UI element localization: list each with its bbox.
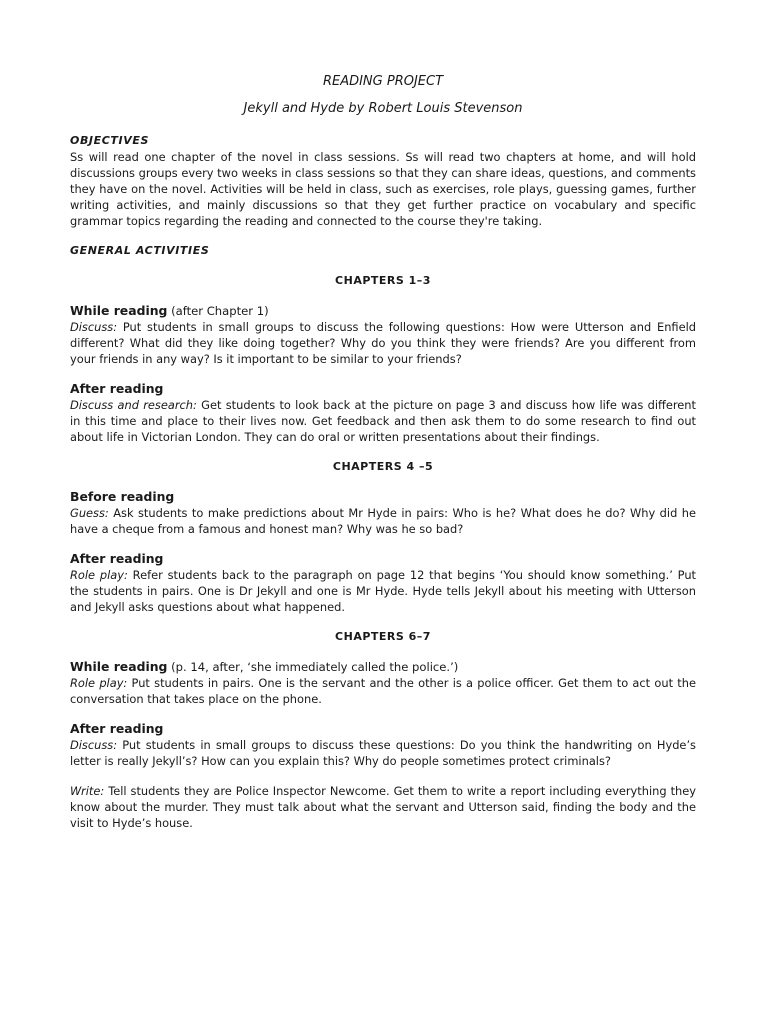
activity-label: Discuss: [70,738,118,752]
activity-text [70,397,696,445]
activity-heading [70,489,696,505]
activity-label: Role play: [70,568,128,582]
activity-description: Refer students back to the paragraph on page 12 that begins ‘You should know something.’ Put the students in pairs. One is Dr Jekyll and one is Mr Hyde. Hyde tells Jekyll about his meeting with Utterson and Jekyll asks questions about what happened. [70,568,696,614]
general-activities-heading: GENERAL ACTIVITIES [70,244,210,257]
objectives-text: Ss will read one chapter of the novel in class sessions. Ss will read two chapters at home, and will hold discussions groups every two weeks in class sessions so that they can share ideas, questions, and comments they have on the novel. Activities will be held in class, such as exercises, role plays, guessing games, further writing activities, and mainly discussions so that they get further practice on vocabulary and specific grammar topics regarding the reading and connected to the course they're taking. [70,150,696,228]
activity-description: Get students to look back at the picture on page 3 and discuss how life was different in this time and place to their lives now. Get feedback and then ask them to do some research to find out about life in Victorian London. They can do oral or written presentations about their findings. [70,398,696,444]
activity-label: Discuss and research: [70,398,197,412]
activity-text [70,567,696,615]
activity-stage: While reading [70,303,168,318]
activity-heading [70,303,696,319]
chapter-heading: CHAPTERS 1–3 [335,274,431,287]
activity-label: Guess: [70,506,109,520]
activity-stage: While reading [70,659,168,674]
activity-heading [70,551,696,567]
activity-block [70,381,696,445]
activity-label: Role play: [70,676,128,690]
document-subtitle: Jekyll and Hyde by Robert Louis Stevenson [243,101,523,116]
write-activity-text [70,783,696,831]
activity-description: Put students in pairs. One is the servant and the other is a police officer. Get them to act out the conversation that takes place on the phone. [70,676,696,706]
activity-block [70,489,696,537]
activity-description: Put students in small groups to discuss these questions: Do you think the handwriting on Hyde’s letter is really Jekyll’s? How can you explain this? Why do people sometimes protect criminals? [70,738,696,768]
objectives-heading: OBJECTIVES [70,134,149,147]
activity-heading [70,721,696,737]
activity-description: Ask students to make predictions about Mr Hyde in pairs: Who is he? What does he do? Why did he have a cheque from a famous and honest man? Why was he so bad? [70,506,696,536]
chapter-heading: CHAPTERS 4 –5 [332,460,434,473]
activity-text [70,675,696,707]
activity-stage: After reading [70,721,164,736]
document-body [70,74,696,831]
activity-label: Write: [70,784,105,798]
chapter-heading: CHAPTERS 6–7 [335,630,431,643]
activity-stage: After reading [70,551,164,566]
activity-block [70,659,696,707]
activity-description: Tell students they are Police Inspector Newcome. Get them to write a report including everything they know about the murder. They must talk about what the servant and Utterson said, finding the body and the visit to Hyde’s house. [70,784,696,830]
activity-text [70,737,696,769]
activity-block [70,551,696,615]
activity-block [70,721,696,769]
activity-block [70,303,696,367]
activity-stage: After reading [70,381,164,396]
activity-stage: Before reading [70,489,175,504]
document-title: READING PROJECT [322,74,444,89]
activity-text [70,505,696,537]
activity-text [70,319,696,367]
activity-note: (after Chapter 1) [167,304,269,318]
activity-heading [70,659,696,675]
activity-description: Put students in small groups to discuss the following questions: How were Utterson and Enfield different? What did they like doing together? Why do you think they were friends? Are you different from your friends in any way? Is it important to be similar to your friends? [70,320,696,366]
activity-note: (p. 14, after, ‘she immediately called the police.’) [167,660,459,674]
activity-heading [70,381,696,397]
activity-label: Discuss: [70,320,118,334]
